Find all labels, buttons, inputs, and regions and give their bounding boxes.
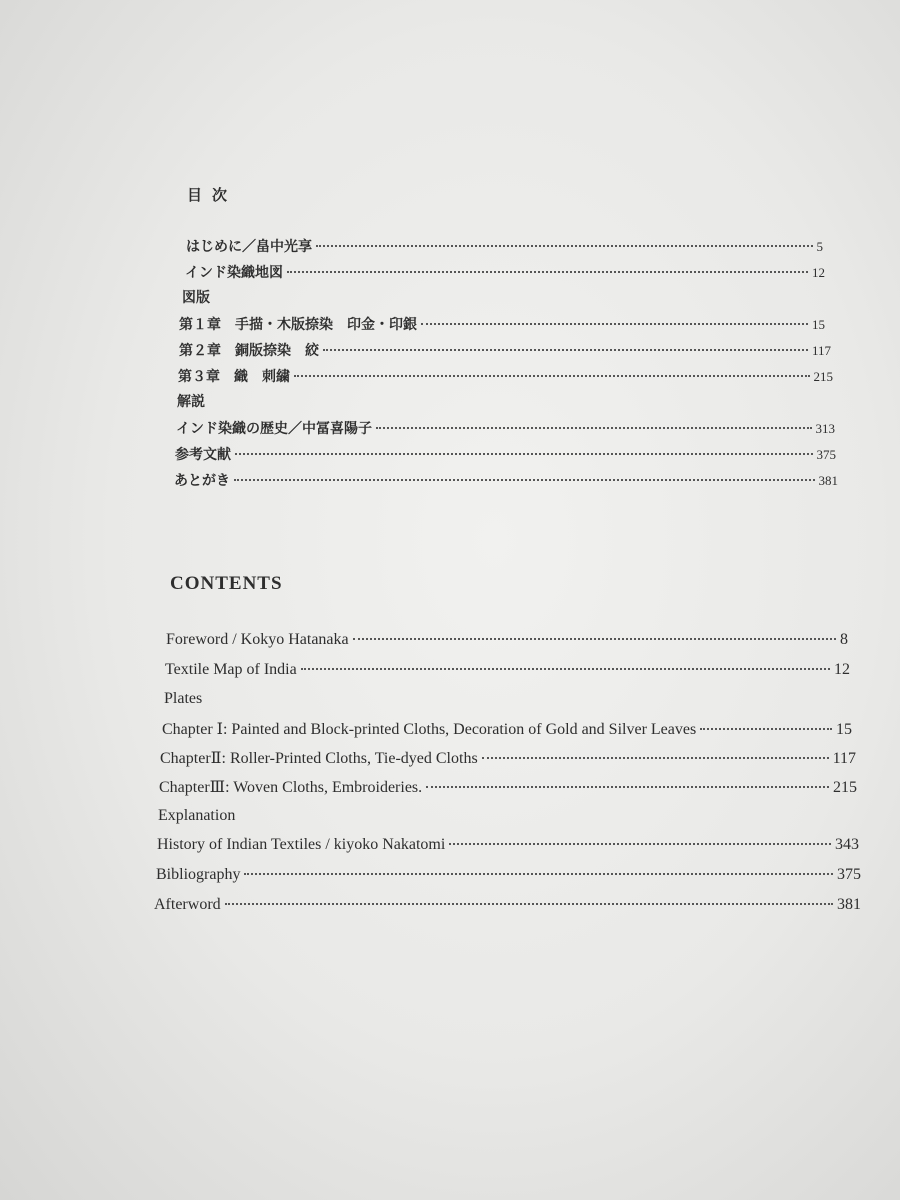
en-toc-entry [165, 661, 850, 679]
dot-leader [244, 873, 833, 875]
jp-toc-page: 5 [816, 239, 823, 254]
dot-leader [353, 638, 836, 640]
dot-leader [449, 843, 831, 845]
en-toc-entry [166, 631, 848, 649]
en-toc-page: 343 [835, 836, 859, 853]
en-toc-title: Afterword [154, 896, 221, 913]
jp-toc-page: 12 [812, 265, 825, 280]
jp-toc-entry [179, 314, 825, 334]
jp-toc-entry [186, 236, 823, 256]
en-toc-title: ChapterⅡ: Roller-Printed Cloths, Tie-dyed Cloths [160, 750, 478, 767]
jp-toc-page: 375 [816, 447, 836, 462]
dot-leader [235, 453, 813, 455]
jp-toc-title: 第３章 織 刺繍 [178, 369, 290, 385]
dot-leader [316, 245, 813, 247]
en-toc-title: Textile Map of India [165, 661, 297, 678]
dot-leader [225, 903, 833, 905]
dot-leader [426, 786, 829, 788]
jp-toc-title: 参考文献 [175, 447, 231, 463]
dot-leader [323, 349, 808, 351]
jp-toc-title: 第１章 手描・木版捺染 印金・印銀 [179, 317, 417, 333]
jp-toc-title: あとがき [174, 473, 230, 489]
en-toc-entry [154, 896, 861, 914]
jp-toc-page: 381 [818, 473, 838, 488]
en-toc-page: 215 [833, 779, 857, 796]
jp-section-label: 図版 [182, 290, 210, 306]
en-contents-heading: CONTENTS [170, 573, 283, 594]
dot-leader [421, 323, 808, 325]
dot-leader [234, 479, 815, 481]
jp-toc-title: はじめに／畠中光享 [186, 239, 312, 255]
en-toc-page: 12 [834, 661, 850, 678]
en-toc-entry [159, 777, 857, 797]
jp-toc-entry [179, 340, 831, 360]
en-section-label: Explanation [158, 807, 236, 824]
jp-toc-title: インド染織地図 [185, 265, 283, 281]
jp-section-label: 解説 [177, 394, 205, 410]
dot-leader [700, 728, 832, 730]
jp-toc-page: 117 [811, 343, 831, 358]
en-toc-title: ChapterⅢ: Woven Cloths, Embroideries. [159, 779, 423, 796]
en-toc-title: Bibliography [156, 866, 241, 883]
jp-toc-entry [178, 366, 833, 386]
en-toc-page: 117 [832, 750, 856, 767]
jp-toc-page: 15 [812, 317, 825, 332]
dot-leader [482, 757, 829, 759]
en-toc-title: Foreword / Kokyo Hatanaka [166, 631, 349, 648]
en-toc-page: 375 [837, 866, 861, 883]
en-toc-title: History of Indian Textiles / kiyoko Nakatomi [157, 836, 446, 853]
en-toc-page: 15 [836, 721, 852, 738]
dot-leader [287, 271, 808, 273]
en-toc-page: 381 [837, 896, 861, 913]
jp-toc-page: 313 [815, 421, 835, 436]
en-toc-entry [160, 748, 856, 768]
jp-toc-title: 第２章 銅版捺染 絞 [179, 343, 319, 359]
dot-leader [294, 375, 810, 377]
jp-toc-title: インド染織の歴史／中冨喜陽子 [176, 421, 372, 437]
jp-toc-page: 215 [813, 369, 833, 384]
en-toc-entry [156, 866, 861, 884]
en-toc-page: 8 [840, 631, 848, 648]
en-toc-entry [162, 719, 852, 739]
dot-leader [376, 427, 812, 429]
jp-toc-entry [174, 470, 838, 490]
jp-contents-heading: 目次 [187, 186, 238, 204]
jp-toc-entry [176, 418, 835, 438]
en-section-label: Plates [164, 690, 203, 707]
jp-toc-entry [175, 444, 836, 464]
en-toc-entry [157, 836, 859, 854]
jp-toc-entry [185, 262, 825, 282]
en-toc-title: Chapter Ⅰ: Painted and Block-printed Cloths, Decoration of Gold and Silver Leaves [162, 721, 697, 738]
dot-leader [301, 668, 830, 670]
